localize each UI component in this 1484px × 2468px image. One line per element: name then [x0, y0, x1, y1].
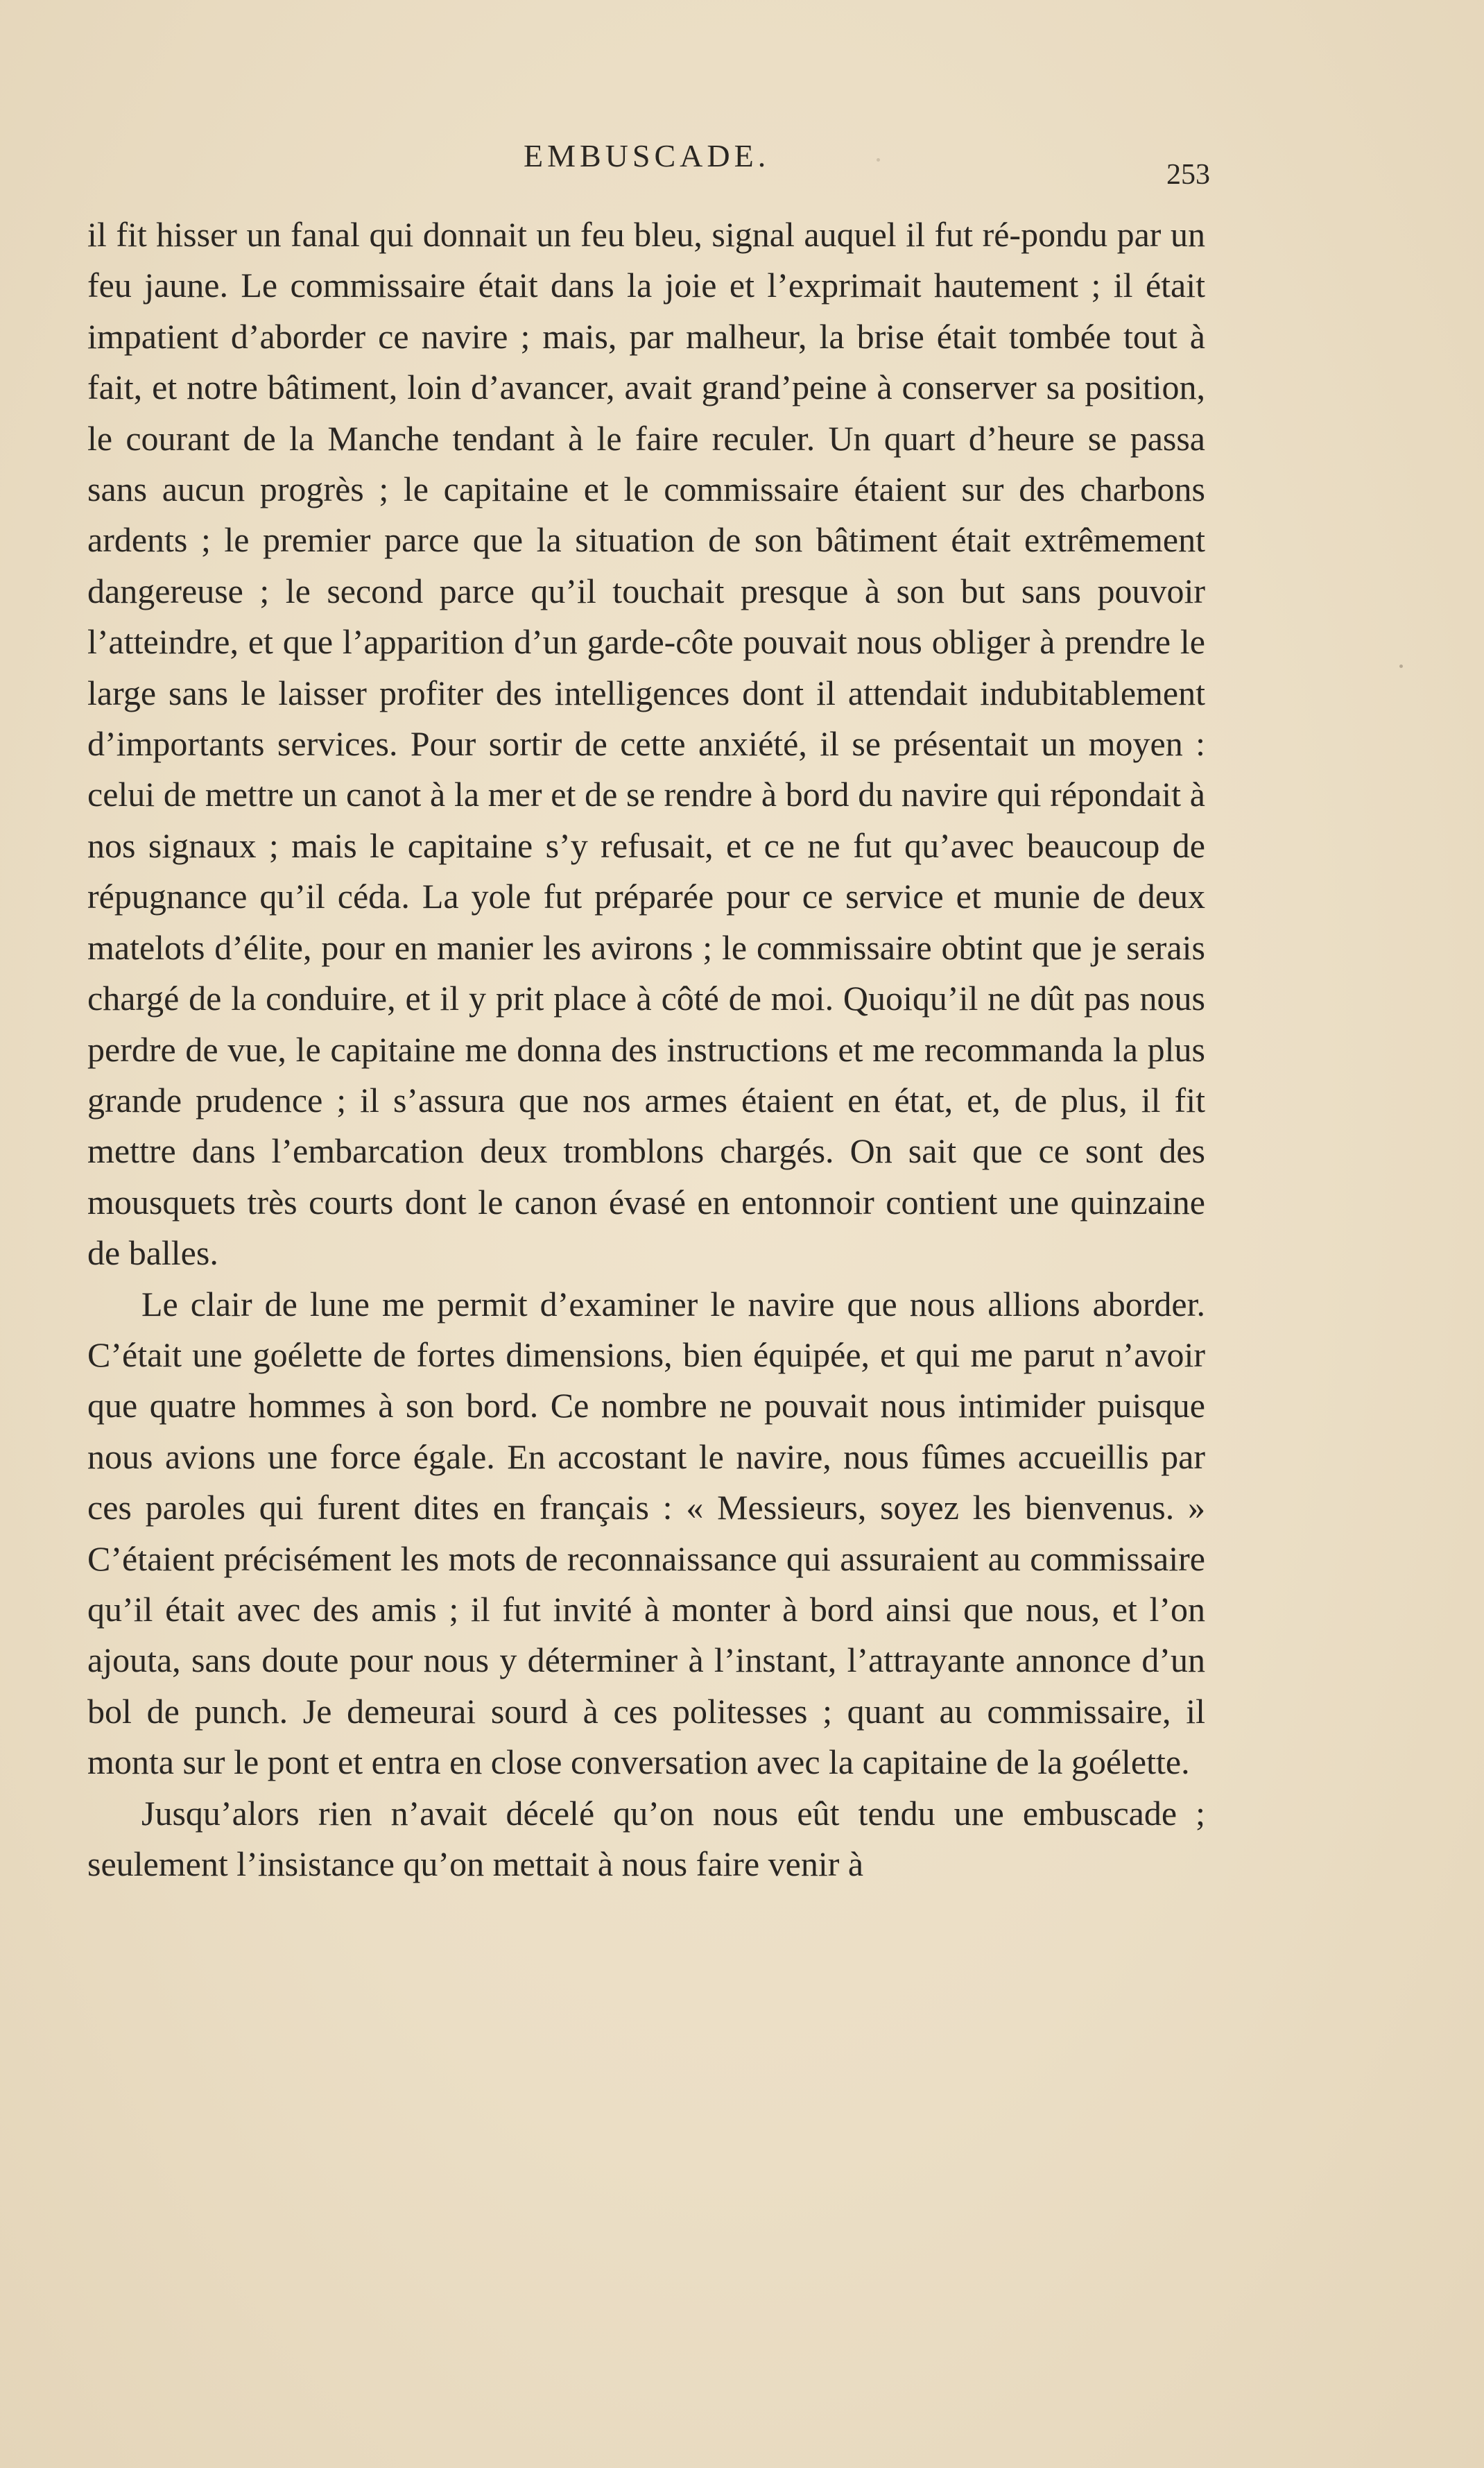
paragraph: Jusqu’alors rien n’avait décelé qu’on nous eût tendu une embuscade ; seulement l’insistance qu’on mettait à nous faire venir à [87, 1793, 1205, 1883]
paper-speck [877, 158, 880, 162]
paragraph: Le clair de lune me permit d’examiner le navire que nous allions aborder. C’était une goélette de fortes dimensions, bien équipée, et qui me parut n’avoir que quatre hommes à son bord. Ce nombre ne pouvait nous intimider puisque nous avions une force égale. En accostant le navire, nous fûmes accueillis par ces paroles qui furent dites en français : « Messieurs, soyez les bienvenus. » C’étaient précisément les mots de reconnaissance qui assuraient au commissaire qu’il était avec des amis ; il fut invité à monter à bord ainsi que nous, et l’on ajouta, sans doute pour nous y déterminer à l’instant, l’attrayante annonce d’un bol de punch. Je demeurai sourd à ces politesses ; quant au commissaire, il monta sur le pont et entra en close conversation avec la capitaine de la goélette. [87, 1284, 1205, 1782]
paragraph: il fit hisser un fanal qui donnait un feu bleu, signal auquel il fut ré-pondu par un feu jaune. Le commissaire était dans la joie et l’exprimait hautement ; il était impatient d’aborder ce navire ; mais, par malheur, la brise était tombée tout à fait, et notre bâtiment, loin d’avancer, avait grand’peine à conserver sa position, le courant de la Manche tendant à le faire reculer. Un quart d’heure se passa sans aucun progrès ; le capitaine et le commissaire étaient sur des charbons ardents ; le premier parce que la situation de son bâtiment était extrêmement dangereuse ; le second parce qu’il touchait presque à son but sans pouvoir l’atteindre, et que l’apparition d’un garde-côte pouvait nous obliger à prendre le large sans le laisser profiter des intelligences dont il attendait indubitablement d’importants services. Pour sortir de cette anxiété, il se présentait un moyen : celui de mettre un canot à la mer et de se rendre à bord du navire qui répondait à nos signaux ; mais le capitaine s’y refusait, et ce ne fut qu’avec beaucoup de répugnance qu’il céda. La yole fut préparée pour ce service et munie de deux matelots d’élite, pour en manier les avirons ; le commissaire obtint que je serais chargé de la conduire, et il y prit place à côté de moi. Quoiqu’il ne dût pas nous perdre de vue, le capitaine me donna des instructions et me recommanda la plus grande prudence ; il s’assura que nos armes étaient en état, et, de plus, il fit mettre dans l’embarcation deux tromblons chargés. On sait que ce sont des mousquets très courts dont le canon évasé en entonnoir contient une quinzaine de balles. [87, 215, 1205, 1273]
page-number: 253 [1166, 159, 1210, 191]
body-text [87, 209, 1205, 1889]
paper-speck [1399, 665, 1403, 668]
running-title: EMBUSCADE. [524, 138, 770, 173]
